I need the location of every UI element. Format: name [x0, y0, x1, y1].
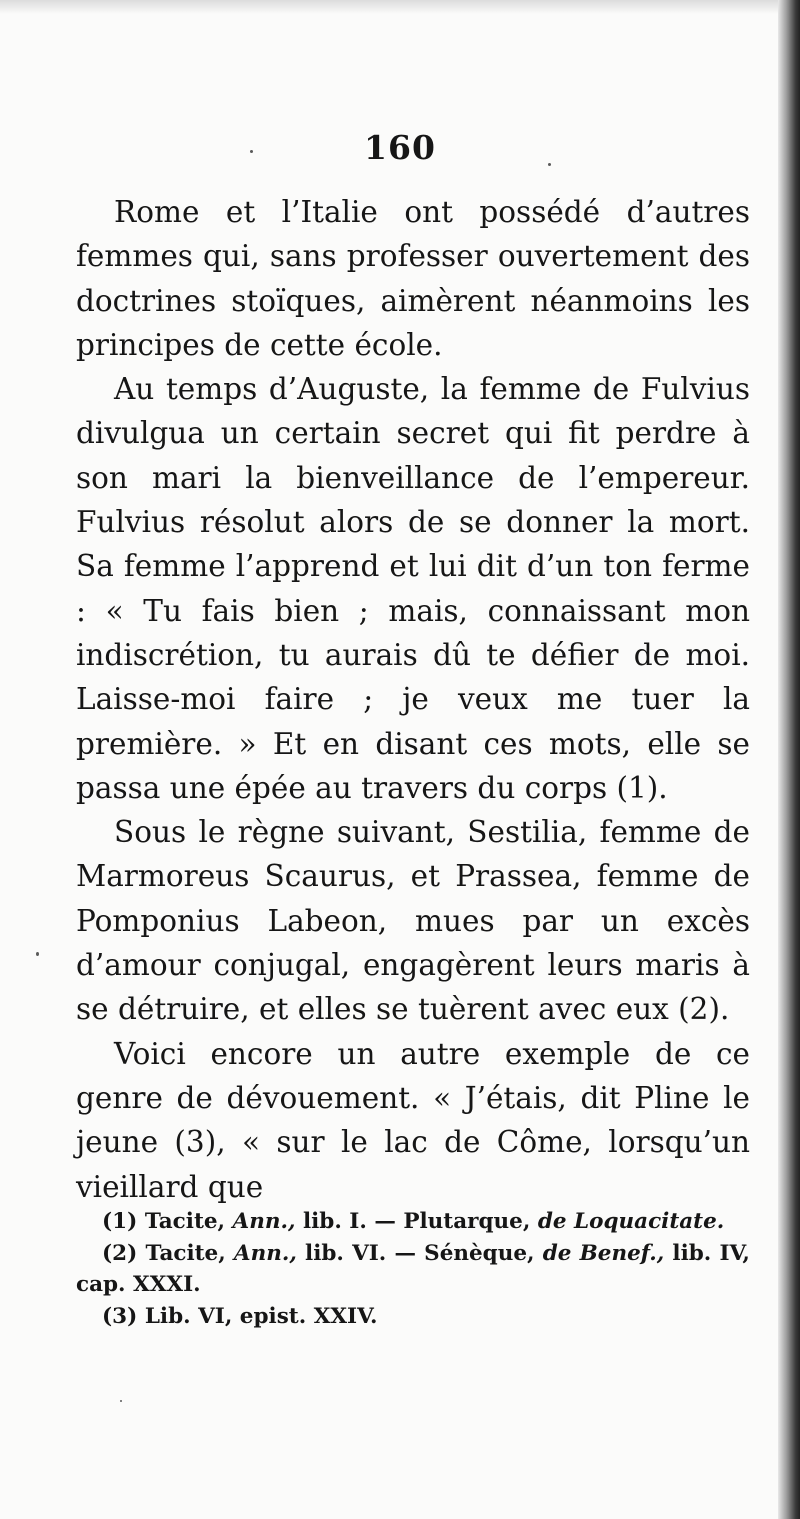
- footnote-2-marker: (2): [102, 1240, 138, 1266]
- paragraph-2: Au temps d’Auguste, la femme de Fulvius divulgua un certain secret qui fit perdre à son mari la bienveillance de l’empereur. Fulvius résolut alors de se donner la mort. Sa femme l’apprend et lui dit d’un ton ferme : « Tu fais bien ; mais, connaissant mon indiscrétion, tu aurais dû te défier de moi. Laisse-moi faire ; je veux me tuer la première. » Et en disant ces mots, elle se passa une épée au travers du corps (1).: [76, 372, 750, 805]
- footnotes: [76, 1206, 750, 1332]
- paragraph-4: Voici encore un autre exemple de ce genre de dévouement. « J’étais, dit Pline le jeune (3), « sur le lac de Côme, lorsqu’un vieillard que: [76, 1036, 750, 1204]
- footnote-2-ref-2: lib. IV, cap. XXXI.: [76, 1240, 750, 1297]
- page-number: 160: [364, 128, 436, 167]
- footnote-2-ref: lib. VI. — Sénèque,: [305, 1240, 535, 1266]
- footnote-2: [76, 1238, 750, 1301]
- paragraph-1: Rome et l’Italie ont possédé d’autres femmes qui, sans professer ouvertement des doctrines stoïques, aimèrent néanmoins les principes de cette école.: [76, 195, 750, 362]
- footnote-1-ref: lib. I. — Plutarque,: [302, 1209, 531, 1234]
- paragraph-3: Sous le règne suivant, Sestilia, femme de Marmoreus Scaurus, et Prassea, femme de Pomponius Labeon, mues par un excès d’amour conjugal, engagèrent leurs maris à se détruire, et elles se tuèrent avec eux (2).: [76, 815, 750, 1027]
- scan-top-shadow: [0, 0, 800, 14]
- footnote-3-marker: (3): [102, 1303, 138, 1329]
- scan-right-edge: [778, 0, 800, 1519]
- scan-speck: [250, 150, 253, 153]
- main-text: [76, 190, 750, 1209]
- footnote-2-work: Ann.,: [233, 1240, 297, 1266]
- footnote-3-text: Lib. VI, epist. XXIV.: [144, 1303, 378, 1329]
- footnote-1-marker: (1): [102, 1209, 138, 1234]
- scan-speck: [548, 163, 551, 166]
- footnote-2-work-2: de Benef.,: [542, 1240, 665, 1266]
- footnote-1-author: Tacite,: [144, 1209, 226, 1234]
- footnote-3: [76, 1301, 750, 1333]
- footnote-1-work-2: de Loquacitate.: [537, 1209, 725, 1234]
- scan-speck: [36, 952, 39, 956]
- footnote-1: [76, 1206, 750, 1238]
- scan-speck: [120, 1400, 122, 1402]
- footnote-2-author: Tacite,: [145, 1240, 226, 1266]
- footnote-1-work: Ann.,: [232, 1209, 296, 1234]
